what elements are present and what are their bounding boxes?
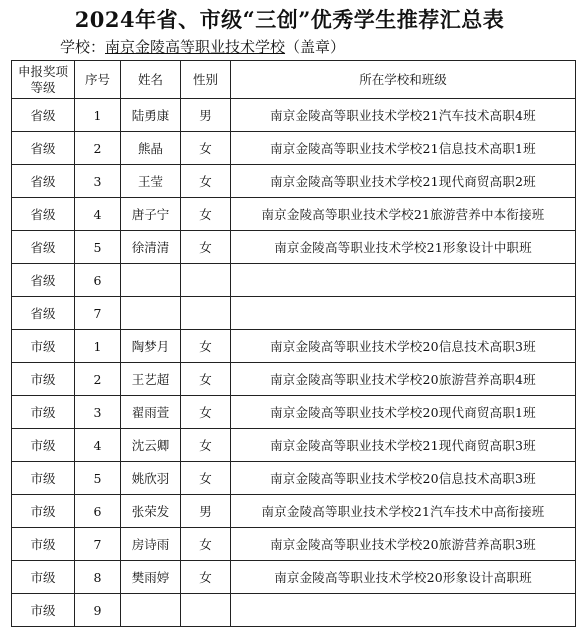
cell-gender: 女 bbox=[181, 165, 231, 198]
cell-gender: 女 bbox=[181, 330, 231, 363]
cell-name bbox=[121, 297, 181, 330]
cell-level: 省级 bbox=[12, 198, 75, 231]
cell-gender: 女 bbox=[181, 561, 231, 594]
table-row bbox=[12, 594, 576, 627]
cell-seq: 4 bbox=[75, 198, 121, 231]
cell-seq: 6 bbox=[75, 495, 121, 528]
document-title: 2024年省、市级“三创”优秀学生推荐汇总表 bbox=[74, 7, 505, 32]
header-seq: 序号 bbox=[75, 61, 121, 99]
table-row bbox=[12, 198, 576, 231]
cell-name: 陶梦月 bbox=[121, 330, 181, 363]
cell-name: 沈云卿 bbox=[121, 429, 181, 462]
cell-seq: 5 bbox=[75, 462, 121, 495]
cell-level: 省级 bbox=[12, 231, 75, 264]
school-name: 南京金陵高等职业技术学校 bbox=[105, 38, 286, 56]
cell-gender: 女 bbox=[181, 132, 231, 165]
cell-school-class: 南京金陵高等职业技术学校20形象设计高职班 bbox=[231, 561, 576, 594]
cell-school-class: 南京金陵高等职业技术学校20信息技术高职3班 bbox=[231, 462, 576, 495]
cell-level: 市级 bbox=[12, 528, 75, 561]
table-row bbox=[12, 396, 576, 429]
cell-school-class: 南京金陵高等职业技术学校21现代商贸高职3班 bbox=[231, 429, 576, 462]
cell-level: 省级 bbox=[12, 132, 75, 165]
table-row bbox=[12, 264, 576, 297]
cell-level: 省级 bbox=[12, 297, 75, 330]
cell-gender: 男 bbox=[181, 495, 231, 528]
cell-seq: 2 bbox=[75, 363, 121, 396]
table-row bbox=[12, 330, 576, 363]
table-row bbox=[12, 561, 576, 594]
seal-note: （盖章） bbox=[285, 38, 346, 56]
cell-seq: 8 bbox=[75, 561, 121, 594]
cell-seq: 4 bbox=[75, 429, 121, 462]
cell-seq: 6 bbox=[75, 264, 121, 297]
header-gender: 性别 bbox=[181, 61, 231, 99]
cell-gender: 男 bbox=[181, 99, 231, 132]
table-row bbox=[12, 462, 576, 495]
cell-level: 市级 bbox=[12, 561, 75, 594]
cell-seq: 7 bbox=[75, 528, 121, 561]
school-label: 学校： bbox=[60, 38, 106, 56]
cell-name: 王莹 bbox=[121, 165, 181, 198]
table-row bbox=[12, 99, 576, 132]
header-name: 姓名 bbox=[121, 61, 181, 99]
cell-school-class: 南京金陵高等职业技术学校21形象设计中职班 bbox=[231, 231, 576, 264]
cell-seq: 1 bbox=[75, 330, 121, 363]
cell-seq: 1 bbox=[75, 99, 121, 132]
cell-seq: 7 bbox=[75, 297, 121, 330]
cell-school-class bbox=[231, 594, 576, 627]
cell-seq: 3 bbox=[75, 165, 121, 198]
cell-school-class: 南京金陵高等职业技术学校21旅游营养中本衔接班 bbox=[231, 198, 576, 231]
table-row bbox=[12, 297, 576, 330]
header-school-class: 所在学校和班级 bbox=[231, 61, 576, 99]
cell-level: 市级 bbox=[12, 462, 75, 495]
cell-school-class: 南京金陵高等职业技术学校20信息技术高职3班 bbox=[231, 330, 576, 363]
cell-level: 省级 bbox=[12, 99, 75, 132]
cell-gender: 女 bbox=[181, 198, 231, 231]
cell-gender: 女 bbox=[181, 429, 231, 462]
table-body bbox=[12, 99, 576, 627]
cell-school-class: 南京金陵高等职业技术学校21汽车技术高职4班 bbox=[231, 99, 576, 132]
cell-school-class: 南京金陵高等职业技术学校21现代商贸高职2班 bbox=[231, 165, 576, 198]
cell-name: 陆勇康 bbox=[121, 99, 181, 132]
cell-gender: 女 bbox=[181, 396, 231, 429]
cell-level: 市级 bbox=[12, 429, 75, 462]
cell-name: 熊晶 bbox=[121, 132, 181, 165]
cell-name: 姚欣羽 bbox=[121, 462, 181, 495]
table-row bbox=[12, 429, 576, 462]
cell-seq: 2 bbox=[75, 132, 121, 165]
school-line bbox=[60, 36, 345, 57]
cell-school-class bbox=[231, 297, 576, 330]
cell-school-class: 南京金陵高等职业技术学校20旅游营养高职3班 bbox=[231, 528, 576, 561]
cell-gender: 女 bbox=[181, 363, 231, 396]
table-row bbox=[12, 363, 576, 396]
cell-name: 徐清清 bbox=[121, 231, 181, 264]
cell-name bbox=[121, 594, 181, 627]
cell-gender bbox=[181, 264, 231, 297]
cell-seq: 5 bbox=[75, 231, 121, 264]
cell-school-class bbox=[231, 264, 576, 297]
cell-school-class: 南京金陵高等职业技术学校20旅游营养高职4班 bbox=[231, 363, 576, 396]
table-header-row bbox=[12, 61, 576, 99]
cell-level: 市级 bbox=[12, 594, 75, 627]
cell-gender: 女 bbox=[181, 462, 231, 495]
cell-school-class: 南京金陵高等职业技术学校21汽车技术中高衔接班 bbox=[231, 495, 576, 528]
cell-gender: 女 bbox=[181, 528, 231, 561]
cell-name: 张荣发 bbox=[121, 495, 181, 528]
cell-level: 省级 bbox=[12, 165, 75, 198]
cell-name: 唐子宁 bbox=[121, 198, 181, 231]
cell-level: 省级 bbox=[12, 264, 75, 297]
cell-school-class: 南京金陵高等职业技术学校20现代商贸高职1班 bbox=[231, 396, 576, 429]
table-row bbox=[12, 132, 576, 165]
table-row bbox=[12, 528, 576, 561]
cell-level: 市级 bbox=[12, 363, 75, 396]
cell-name: 翟雨萱 bbox=[121, 396, 181, 429]
cell-name: 王艺超 bbox=[121, 363, 181, 396]
table-row bbox=[12, 165, 576, 198]
cell-level: 市级 bbox=[12, 495, 75, 528]
cell-name: 樊雨婷 bbox=[121, 561, 181, 594]
cell-gender bbox=[181, 594, 231, 627]
cell-gender: 女 bbox=[181, 231, 231, 264]
cell-level: 市级 bbox=[12, 330, 75, 363]
recommendation-table bbox=[11, 60, 576, 627]
cell-school-class: 南京金陵高等职业技术学校21信息技术高职1班 bbox=[231, 132, 576, 165]
cell-seq: 3 bbox=[75, 396, 121, 429]
cell-seq: 9 bbox=[75, 594, 121, 627]
cell-name: 房诗雨 bbox=[121, 528, 181, 561]
cell-name bbox=[121, 264, 181, 297]
table-row bbox=[12, 495, 576, 528]
header-level: 申报奖项等级 bbox=[12, 61, 75, 99]
cell-level: 市级 bbox=[12, 396, 75, 429]
cell-gender bbox=[181, 297, 231, 330]
table-row bbox=[12, 231, 576, 264]
